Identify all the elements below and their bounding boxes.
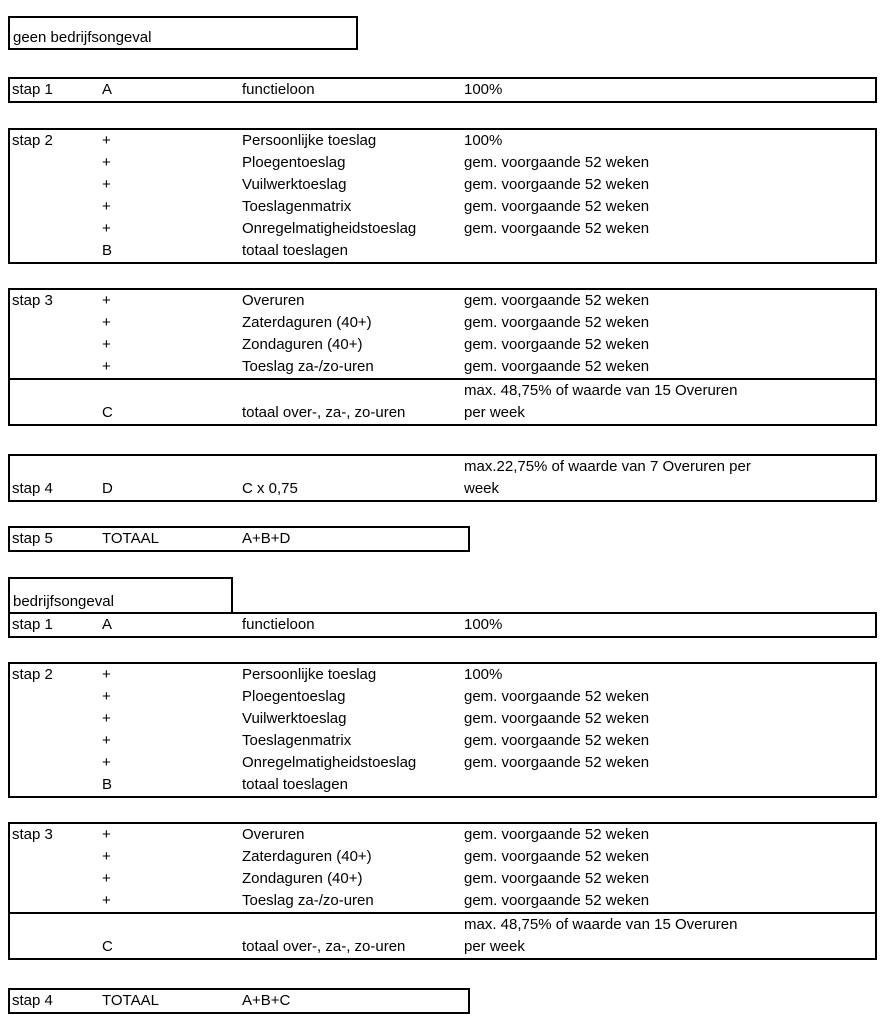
cell-operator: + — [102, 826, 111, 843]
cell-label: Persoonlijke toeslag — [242, 132, 377, 149]
cell-value: gem. voorgaande 52 weken — [464, 220, 650, 237]
cell-step: stap 3 — [12, 292, 53, 309]
cell-operator: + — [102, 688, 111, 705]
cell-operator: TOTAAL — [102, 530, 159, 547]
row-group — [10, 614, 875, 636]
table-row — [10, 528, 468, 550]
row-group — [10, 990, 468, 1012]
cell-value: gem. voorgaande 52 weken — [464, 892, 650, 909]
cell-label: Onregelmatigheidstoeslag — [242, 754, 417, 771]
table-row — [10, 708, 875, 730]
table-row — [10, 334, 875, 356]
cell-operator — [102, 380, 242, 402]
cell-operator: + — [102, 220, 111, 237]
cell-step — [12, 334, 102, 356]
cell-step: stap 2 — [12, 132, 53, 149]
cell-value: week — [464, 480, 500, 497]
cell-step — [12, 402, 102, 424]
cell-label: Toeslag za-/zo-uren — [242, 892, 374, 909]
cell-label — [242, 456, 464, 478]
cell-value: max. 48,75% of waarde van 15 Overuren — [464, 382, 738, 399]
cell-operator — [102, 914, 242, 936]
row-group — [10, 664, 875, 796]
cell-value: gem. voorgaande 52 weken — [464, 358, 650, 375]
table-row — [10, 914, 875, 936]
cell-value: gem. voorgaande 52 weken — [464, 688, 650, 705]
cell-label: Zaterdaguren (40+) — [242, 314, 372, 331]
cell-value: max.22,75% of waarde van 7 Overuren per — [464, 458, 751, 475]
cell-value: gem. voorgaande 52 weken — [464, 848, 650, 865]
cell-value: gem. voorgaande 52 weken — [464, 176, 650, 193]
cell-step — [12, 312, 102, 334]
cell-label: A+B+D — [242, 530, 291, 547]
cell-step — [12, 356, 102, 378]
table-row — [10, 356, 875, 378]
cell-label: Overuren — [242, 292, 305, 309]
row-group — [10, 79, 875, 101]
cell-operator: B — [102, 242, 113, 259]
section-label-box — [8, 16, 358, 50]
cell-step — [12, 914, 102, 936]
cell-label: functieloon — [242, 616, 315, 633]
table-row — [10, 824, 875, 846]
cell-label: Overuren — [242, 826, 305, 843]
cell-label: totaal over-, za-, zo-uren — [242, 404, 406, 421]
cell-operator: + — [102, 892, 111, 909]
cell-operator: + — [102, 176, 111, 193]
cell-label: totaal over-, za-, zo-uren — [242, 938, 406, 955]
table-row — [10, 196, 875, 218]
cell-value: 100% — [464, 81, 503, 98]
cell-operator: + — [102, 754, 111, 771]
calc-box-stap1 — [8, 77, 877, 103]
table-row — [10, 456, 875, 478]
cell-operator: + — [102, 732, 111, 749]
row-group — [10, 456, 875, 500]
cell-step: stap 1 — [12, 81, 53, 98]
cell-label: Toeslagenmatrix — [242, 198, 352, 215]
cell-operator: D — [102, 480, 113, 497]
cell-label: Zaterdaguren (40+) — [242, 848, 372, 865]
cell-operator: + — [102, 132, 111, 149]
cell-operator: + — [102, 314, 111, 331]
cell-label: Zondaguren (40+) — [242, 870, 363, 887]
cell-label: Toeslagenmatrix — [242, 732, 352, 749]
cell-label: Vuilwerktoeslag — [242, 176, 347, 193]
cell-label: Vuilwerktoeslag — [242, 710, 347, 727]
cell-step — [12, 686, 102, 708]
cell-value: gem. voorgaande 52 weken — [464, 198, 650, 215]
table-row — [10, 868, 875, 890]
cell-label: Toeslag za-/zo-uren — [242, 358, 374, 375]
cell-label: totaal toeslagen — [242, 242, 348, 259]
cell-step — [12, 752, 102, 774]
cell-operator: + — [102, 710, 111, 727]
table-row — [10, 990, 468, 1012]
cell-step — [12, 240, 102, 262]
cell-value: 100% — [464, 666, 503, 683]
calc-box-stap3 — [8, 288, 877, 426]
cell-step — [12, 196, 102, 218]
cell-value: 100% — [464, 132, 503, 149]
cell-step — [12, 868, 102, 890]
table-row — [10, 752, 875, 774]
table-row — [10, 478, 875, 500]
row-group — [10, 290, 875, 378]
cell-step: stap 3 — [12, 826, 53, 843]
cell-value: gem. voorgaande 52 weken — [464, 732, 650, 749]
cell-operator: + — [102, 292, 111, 309]
cell-value: gem. voorgaande 52 weken — [464, 292, 650, 309]
cell-label: A+B+C — [242, 992, 291, 1009]
calc-box-stap2 — [8, 662, 877, 798]
table-row — [10, 312, 875, 334]
cell-step — [12, 846, 102, 868]
cell-label: Onregelmatigheidstoeslag — [242, 220, 417, 237]
row-group — [10, 824, 875, 912]
cell-operator: + — [102, 336, 111, 353]
cell-step: stap 1 — [12, 616, 53, 633]
cell-value: per week — [464, 404, 525, 421]
table-row — [10, 936, 875, 958]
table-row — [10, 218, 875, 240]
cell-value — [464, 990, 468, 1012]
cell-step — [12, 774, 102, 796]
section-boxes — [8, 612, 883, 1014]
cell-operator: C — [102, 938, 113, 955]
cell-value: gem. voorgaande 52 weken — [464, 154, 650, 171]
cell-value — [464, 240, 875, 262]
cell-step — [12, 456, 102, 478]
table-row — [10, 79, 875, 101]
section-label: bedrijfsongeval — [13, 593, 114, 610]
cell-operator: A — [102, 616, 113, 633]
cell-label: functieloon — [242, 81, 315, 98]
cell-step: stap 2 — [12, 666, 53, 683]
cell-operator: + — [102, 666, 111, 683]
cell-step: stap 4 — [12, 480, 53, 497]
cell-step — [12, 890, 102, 912]
cell-step — [12, 730, 102, 752]
table-row — [10, 664, 875, 686]
cell-label: totaal toeslagen — [242, 776, 348, 793]
cell-value: per week — [464, 938, 525, 955]
cell-label: C x 0,75 — [242, 480, 298, 497]
table-row — [10, 290, 875, 312]
table-row — [10, 152, 875, 174]
cell-label: Zondaguren (40+) — [242, 336, 363, 353]
calc-box-stap3 — [8, 822, 877, 960]
cell-value — [464, 528, 468, 550]
section-label-box — [8, 577, 233, 612]
cell-step: stap 5 — [12, 530, 53, 547]
cell-operator: + — [102, 848, 111, 865]
cell-value: gem. voorgaande 52 weken — [464, 710, 650, 727]
cell-operator: TOTAAL — [102, 992, 159, 1009]
table-row — [10, 130, 875, 152]
cell-operator: C — [102, 404, 113, 421]
cell-step — [12, 380, 102, 402]
table-row — [10, 614, 875, 636]
cell-step — [12, 936, 102, 958]
table-row — [10, 730, 875, 752]
cell-step: stap 4 — [12, 992, 53, 1009]
row-group — [10, 130, 875, 262]
table-row — [10, 890, 875, 912]
cell-step — [12, 152, 102, 174]
row-group — [10, 528, 468, 550]
cell-label — [242, 380, 464, 402]
table-row — [10, 846, 875, 868]
section-label: geen bedrijfsongeval — [13, 29, 152, 46]
table-row — [10, 402, 875, 424]
calc-box-stap2 — [8, 128, 877, 264]
cell-label: Persoonlijke toeslag — [242, 666, 377, 683]
calc-box-stap4 — [8, 988, 470, 1014]
table-row — [10, 774, 875, 796]
cell-operator: A — [102, 81, 113, 98]
cell-step — [12, 708, 102, 730]
table-row — [10, 380, 875, 402]
table-row — [10, 240, 875, 262]
cell-operator: + — [102, 358, 111, 375]
cell-operator: + — [102, 870, 111, 887]
cell-label — [242, 914, 464, 936]
cell-value: max. 48,75% of waarde van 15 Overuren — [464, 916, 738, 933]
cell-label: Ploegentoeslag — [242, 154, 346, 171]
cell-value: gem. voorgaande 52 weken — [464, 336, 650, 353]
section-geen-bedrijfsongeval — [8, 16, 883, 552]
subtotal-group — [10, 378, 875, 424]
cell-label: Ploegentoeslag — [242, 688, 346, 705]
cell-value: gem. voorgaande 52 weken — [464, 826, 650, 843]
cell-value: gem. voorgaande 52 weken — [464, 870, 650, 887]
table-row — [10, 686, 875, 708]
cell-value: 100% — [464, 616, 503, 633]
cell-step — [12, 174, 102, 196]
cell-value — [464, 774, 875, 796]
cell-step — [12, 218, 102, 240]
cell-operator: + — [102, 154, 111, 171]
calc-box-stap1 — [8, 612, 877, 638]
calc-box-stap4 — [8, 454, 877, 502]
calc-box-stap5 — [8, 526, 470, 552]
subtotal-group — [10, 912, 875, 958]
cell-operator: + — [102, 198, 111, 215]
table-row — [10, 174, 875, 196]
section-bedrijfsongeval — [8, 577, 883, 1014]
section-boxes — [8, 77, 883, 552]
cell-value: gem. voorgaande 52 weken — [464, 754, 650, 771]
cell-value: gem. voorgaande 52 weken — [464, 314, 650, 331]
cell-operator — [102, 456, 242, 478]
cell-operator: B — [102, 776, 113, 793]
